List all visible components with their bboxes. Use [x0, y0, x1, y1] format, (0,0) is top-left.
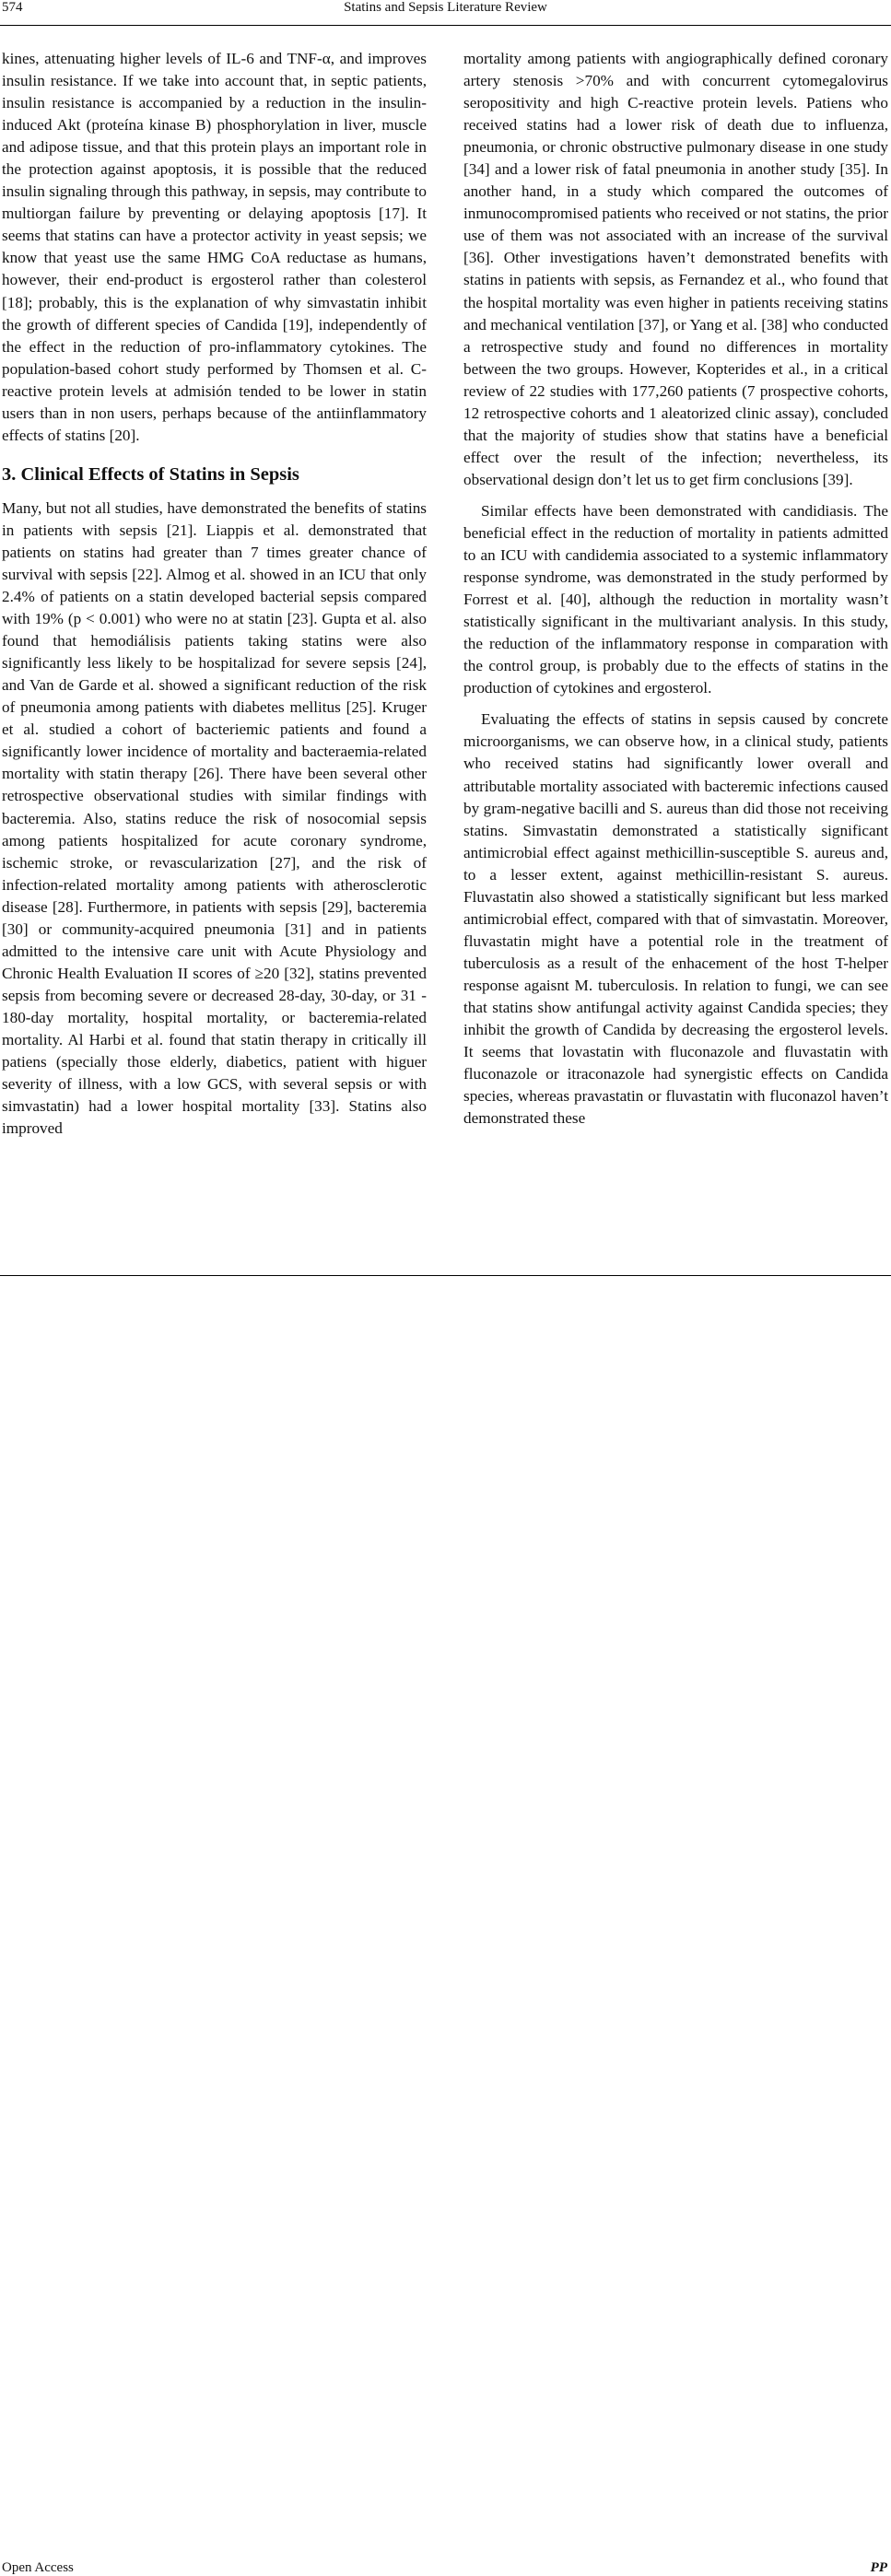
paragraph: mortality among patients with angiographically defined coronary artery stenosis >70% and with concurrent cytomegalovirus seropositivity and high C-reactive protein levels. Patiens who received statins had a lower risk of death due to influenza, pneumonia, or chronic obstructive pulmonary disease in one study [34] and a lower risk of fatal pneumonia in another study [35]. In another hand, in a study which compared the outcomes of inmunocompromised patients who received or not statins, the prior use of them was not associated with an increase of the survival [36]. Other investigations haven’t demonstrated benefits with statins in patients with sepsis, as Fernandez et al., who found that the hospital mortality was even higher in patients receiving statins and mechanical ventilation [37], or Yang et al. [38] who conducted a retrospective study and found no differences in mortality between the two groups. However, Kopterides et al., in a critical review of 22 studies with 177,260 patients (7 prospective cohorts, 12 retrospective cohorts and 1 aleatorized clinic assay), concluded that the majority of studies show that statins have a beneficial effect over the result of the infection; nevertheless, its observational design don’t let us to get firm conclusions [39]. [463, 50, 888, 488]
section-heading: 3. Clinical Effects of Statins in Sepsis [2, 463, 299, 485]
page-number: 574 [2, 0, 23, 15]
open-access-label: Open Access [2, 2560, 74, 2575]
page-header [0, 0, 891, 37]
paragraph: Evaluating the effects of statins in sepsis caused by concrete microorganisms, we can observe how, in a clinical study, patients who received statins had significantly lower overall and attributable mortality associated with bacteremic infections caused by gram-negative bacilli and S. aureus than did those not receiving statins. Simvastatin demonstrated a statistically significant antimicrobial effect against methicillin-susceptible S. aureus and, to a lesser extent, against methicillin-resistant S. aureus. Fluvastatin also showed a statistically significant but less marked antimicrobial effect, compared with that of simvastatin. Moreover, fluvastatin might have a potential role in the treatment of tuberculosis as a result of the enhacement of the host T-helper response agaisnt M. tuberculosis. In relation to fungi, we can see that statins show antifungal activity against Candida species; they inhibit the growth of Candida by decreasing the ergosterol levels. It seems that lovastatin with fluconazole and fluvastatin with fluconazole or itraconazole had synergistic effects on Candida species, whereas pravastatin or fluvastatin with fluconazol haven’t demonstrated these [463, 710, 888, 1128]
paragraph: kines, attenuating higher levels of IL-6 and TNF-α, and improves insulin resistance. If we take into account that, in septic patients, insulin resistance is accompanied by a reduction in the insulin-induced Akt (proteína kinase B) phosphorylation in liver, muscle and adipose tissue, and that this protein plays an important role in the protection against apoptosis, it is possible that the reduced insulin signaling through this pathway, in sepsis, may contribute to multiorgan failure by preventing or delaying apoptosis [17]. It seems that statins can have a protector activity in yeast sepsis; we know that yeast use the same HMG CoA reductase as humans, however, their end-product is ergosterol rather than colesterol [18]; probably, this is the explanation of why simvastatin inhibit the growth of different species of Candida [19], independently of the effect in the reduction of pro-inflammatory cytokines. The population-based cohort study performed by Thomsen et al. C-reactive protein levels at admisión tended to be lower in statin users than in non users, perhaps because of the antiinflammatory effects of statins [20]. [2, 50, 427, 444]
footer-rule [0, 1275, 891, 1276]
page-footer [0, 1277, 891, 2575]
paragraph: Many, but not all studies, have demonstrated the benefits of statins in patients with sepsis [21]. Liappis et al. demonstrated that patients on statins had greater than 7 times greater chance of survival with sepsis [22]. Almog et al. showed in an ICU that only 2.4% of patients on a statin developed bacterial sepsis compared with 19% (p < 0.001) who were no at statin [23]. Gupta et al. also found that hemodiálisis patients taking statins were also significantly less likely to be hospitalizad for severe sepsis [24], and Van de Garde et al. showed a significant reduction of the risk of pneumonia among patients with diabetes mellitus [25]. Kruger et al. studied a cohort of bacteriemic patients and found a significantly lower incidence of mortality and bacteraemia-related mortality with statin therapy [26]. There have been several other retrospective observational studies with similar findings with bacteremia. Also, statins reduce the risk of nosocomial sepsis among patients hospitalized for acute coronary syndrome, ischemic stroke, or revascularization [27], and the risk of infection-related mortality among patients with atherosclerotic disease [28]. Furthermore, in patients with sepsis [29], bacteremia [30] or community-acquired pneumonia [31] and in patients admitted to the intensive care unit with Acute Physiology and Chronic Health Evaluation II scores of ≥20 [32], statins prevented sepsis from becoming severe or decreased 28-day, 30-day, or 31 - 180-day mortality, hospital mortality, or bacteremia-related mortality. Al Harbi et al. found that statin therapy in critically ill patiens (specially those elderly, diabetics, patient with higuer severity of illness, with a low GCS, with several sepsis or with simvastatin) had a lower hospital mortality [33]. Statins also improved [2, 498, 427, 1138]
journal-abbreviation: PP [870, 2560, 887, 2575]
paragraph: Similar effects have been demonstrated with candidiasis. The beneficial effect in the reduction of mortality in patients admitted to an ICU with candidemia associated to a systemic inflammatory response syndrome, was demonstrated in the study performed by Forrest et al. [40], although the reduction in mortality wasn’t statistically significant in the multivariant analysis. In this study, the reduction of the inflammatory response in comparation with the control group, is probably due to the effects of statins in the production of cytokines and ergosterol. [463, 501, 888, 697]
header-rule [0, 25, 891, 26]
left-column [2, 48, 427, 1140]
running-title: Statins and Sepsis Literature Review [344, 0, 547, 15]
right-column [463, 48, 888, 1130]
